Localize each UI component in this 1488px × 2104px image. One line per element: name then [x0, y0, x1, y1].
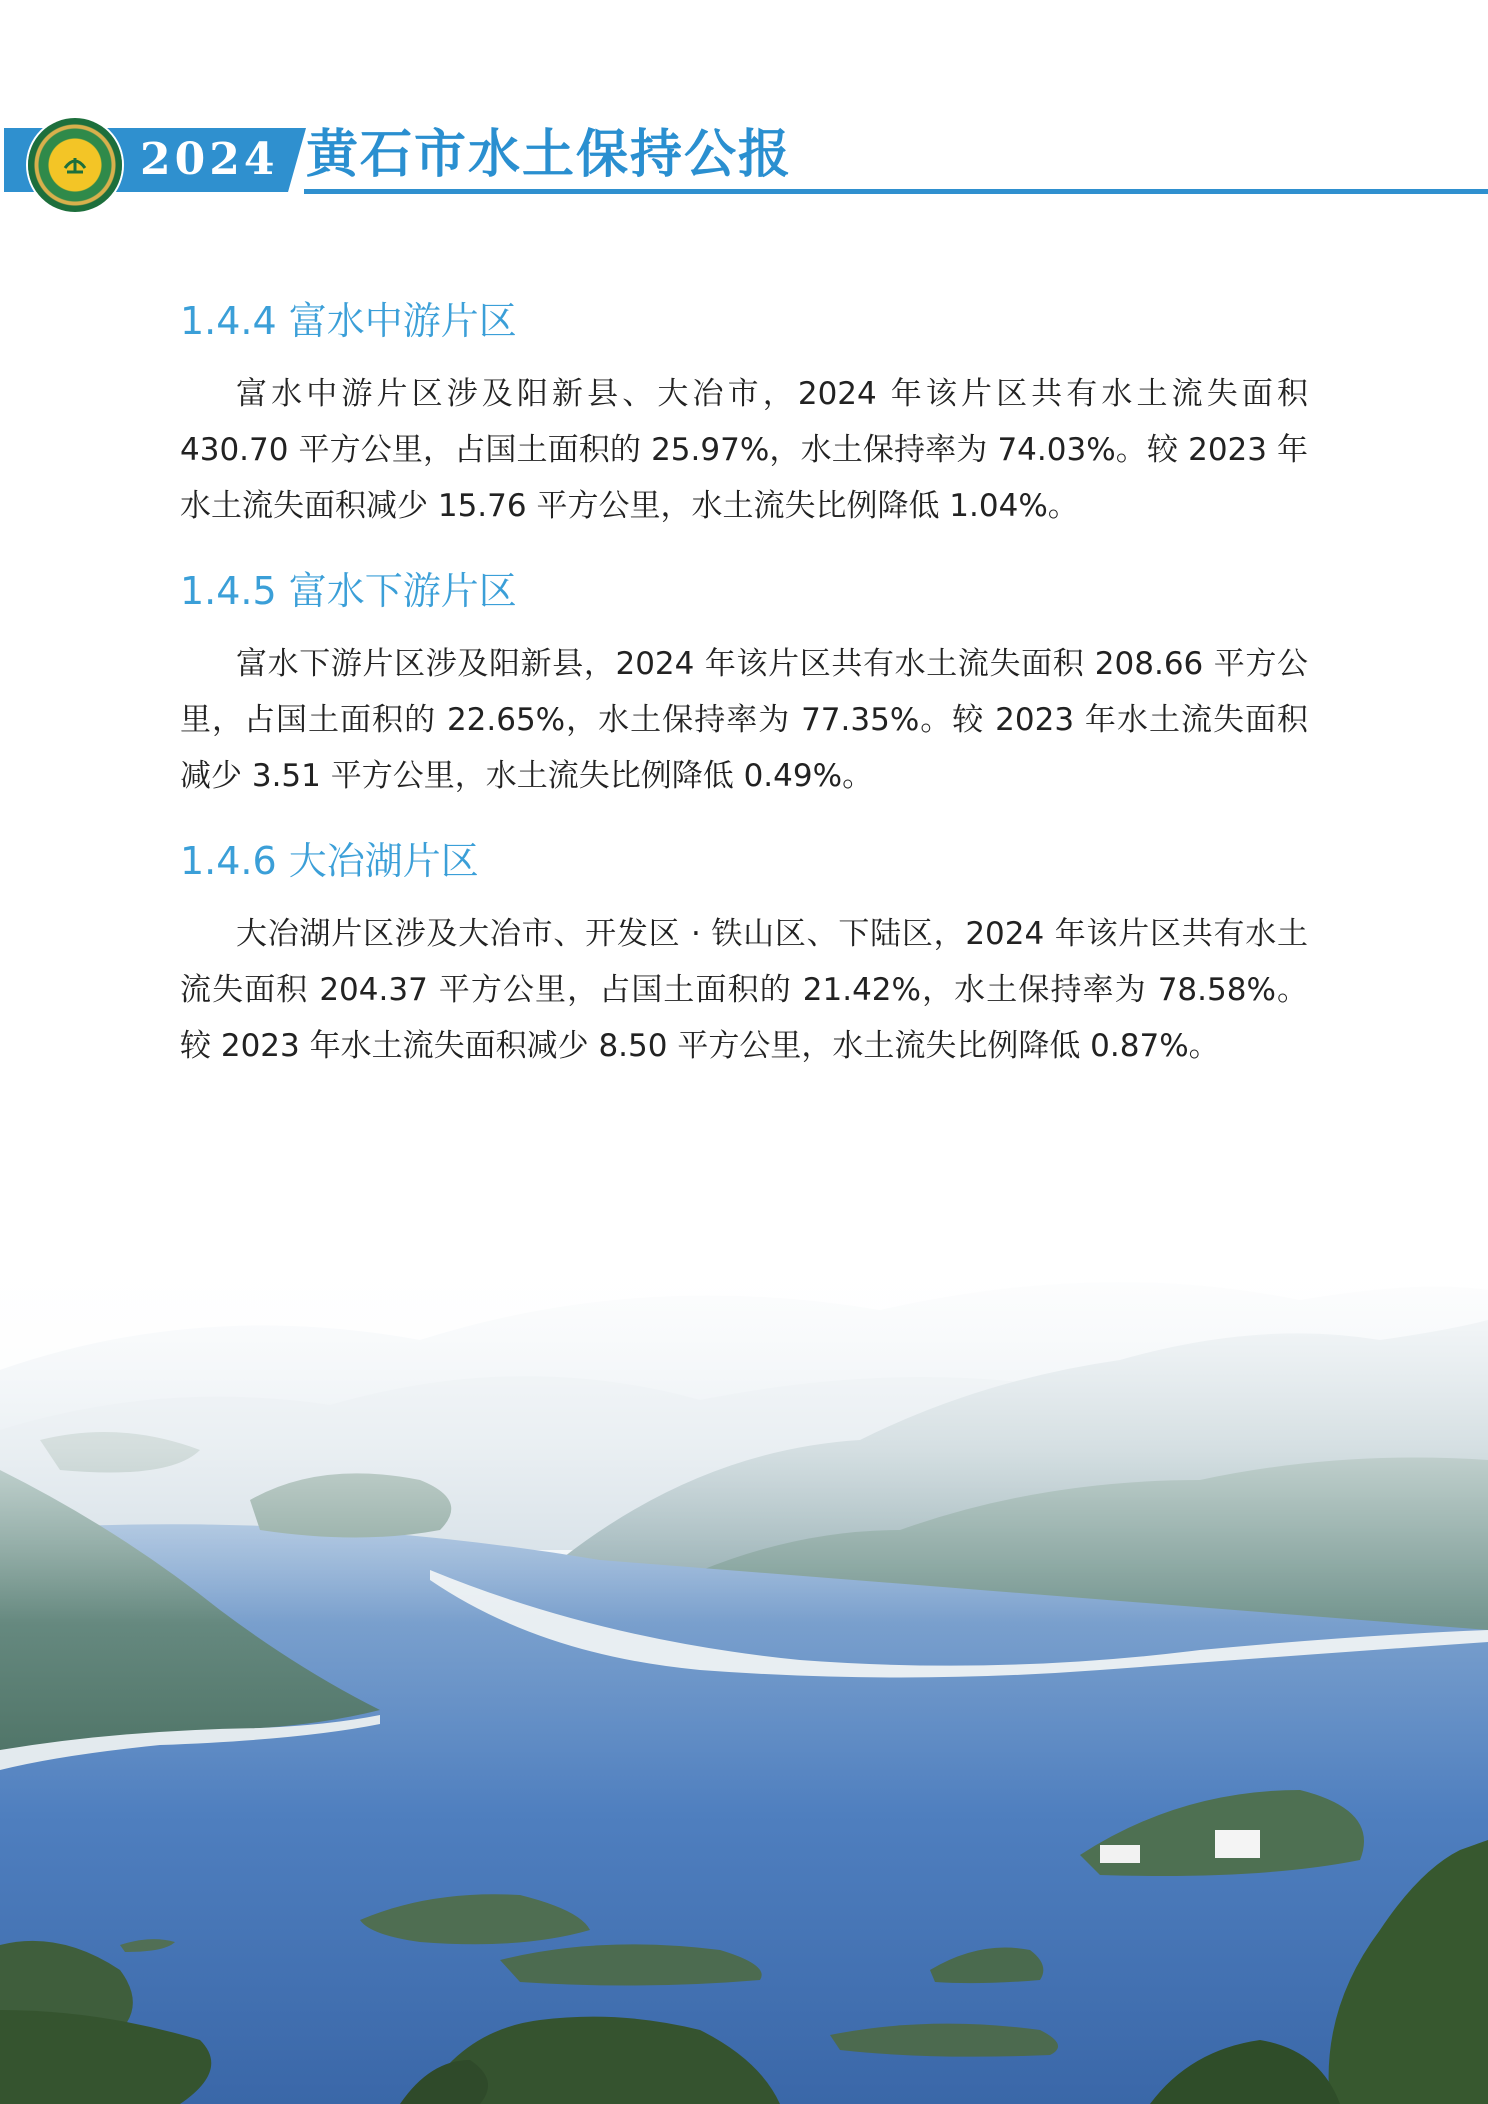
- section-body-146: 大冶湖片区涉及大冶市、开发区 · 铁山区、下陆区，2024 年该片区共有水土流失面积 204.37 平方公里，占国土面积的 21.42%，水土保持率为 78.58%。较 2023 年水土流失面积减少 8.50 平方公里，水土流失比例降低 0.87%。: [180, 916, 1308, 1064]
- emblem-mark-icon: [61, 150, 89, 178]
- section-heading-146: 1.4.6 大冶湖片区: [180, 839, 479, 883]
- landscape-illustration: [0, 1230, 1488, 2104]
- report-title: 黄石市水土保持公报: [306, 124, 793, 185]
- report-year: 2024: [140, 134, 279, 185]
- year-band-tail: [288, 128, 306, 192]
- section-body-145: 富水下游片区涉及阳新县，2024 年该片区共有水土流失面积 208.66 平方公里，占国土面积的 22.65%，水土保持率为 77.35%。较 2023 年水土流失面积减少 3.51 平方公里，水土流失比例降低 0.49%。: [180, 646, 1308, 794]
- page-header: [0, 118, 1488, 198]
- section-body-144: 富水中游片区涉及阳新县、大冶市，2024 年该片区共有水土流失面积 430.70 平方公里，占国土面积的 25.97%，水土保持率为 74.03%。较 2023 年水土流失面积减少 15.76 平方公里，水土流失比例降低 1.04%。: [180, 376, 1308, 524]
- main-content: [180, 296, 1308, 1106]
- section-heading-145: 1.4.5 富水下游片区: [180, 569, 517, 613]
- section-heading-144: 1.4.4 富水中游片区: [180, 299, 517, 343]
- title-rule: [304, 189, 1488, 194]
- water-conservation-emblem-icon: [28, 118, 122, 212]
- lake-landscape-image: [0, 1230, 1488, 2104]
